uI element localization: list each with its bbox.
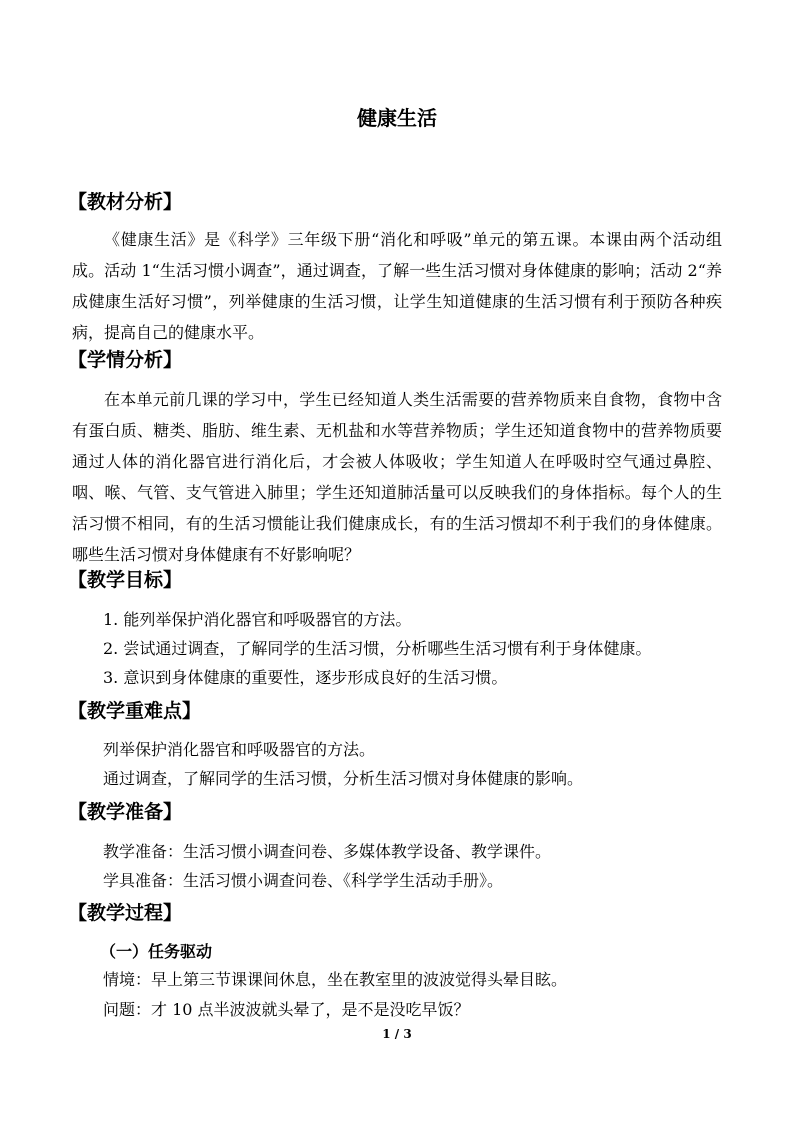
paragraph-student-analysis: 在本单元前几课的学习中，学生已经知道人类生活需要的营养物质来自食物，食物中含有蛋白质、糖类、脂肪、维生素、无机盐和水等营养物质；学生还知道食物中的营养物质要通过人体的消化器官进行消化后，才会被人体吸收；学生知道人在呼吸时空气通过鼻腔、咽、喉、气管、支气管进入肺里；学生还知道肺活量可以反映我们的身体指标。每个人的生活习惯不相同，有的生活习惯能让我们健康成长，有的生活习惯却不利于我们的身体健康。哪些生活习惯对身体健康有不好影响呢？ — [72, 390, 722, 564]
paragraph-material-analysis: 《健康生活》是《科学》三年级下册“消化和呼吸”单元的第五课。本课由两个活动组成。活动 1“生活习惯小调查”，通过调查，了解一些生活习惯对身体健康的影响；活动 2“养成健康生活好习惯”，列举健康的生活习惯，让学生知道健康的生活习惯有利于预防各种疾病，提高自己的健康水平。 — [72, 230, 722, 342]
goal-item: 1. 能列举保护消化器官和呼吸器官的方法。 — [103, 610, 412, 629]
process-item: 情境：早上第三节课课间休息，坐在教室里的波波觉得头晕目眩。 — [103, 970, 568, 989]
page-number: 1 / 3 — [382, 1027, 412, 1041]
process-subheading: （一）任务驱动 — [100, 942, 213, 961]
heading-student-analysis: 【学情分析】 — [68, 349, 183, 371]
process-item: 问题：才 10 点半波波就头晕了，是不是没吃早饭？ — [103, 1000, 470, 1019]
preparation-item: 学具准备：生活习惯小调查问卷、《科学学生活动手册》。 — [103, 871, 504, 890]
heading-process: 【教学过程】 — [68, 902, 183, 924]
heading-preparation: 【教学准备】 — [68, 801, 183, 823]
preparation-item: 教学准备：生活习惯小调查问卷、多媒体教学设备、教学课件。 — [103, 842, 552, 861]
document-title: 健康生活 — [357, 106, 437, 130]
heading-key-points: 【教学重难点】 — [68, 700, 202, 722]
key-point-item: 通过调查，了解同学的生活习惯，分析生活习惯对身体健康的影响。 — [103, 769, 584, 788]
goal-item: 2. 尝试通过调查，了解同学的生活习惯，分析哪些生活习惯有利于身体健康。 — [103, 639, 652, 658]
key-point-item: 列举保护消化器官和呼吸器官的方法。 — [103, 740, 376, 759]
goal-item: 3. 意识到身体健康的重要性，逐步形成良好的生活习惯。 — [103, 668, 508, 687]
heading-teaching-goals: 【教学目标】 — [68, 569, 183, 591]
heading-material-analysis: 【教材分析】 — [68, 191, 183, 213]
